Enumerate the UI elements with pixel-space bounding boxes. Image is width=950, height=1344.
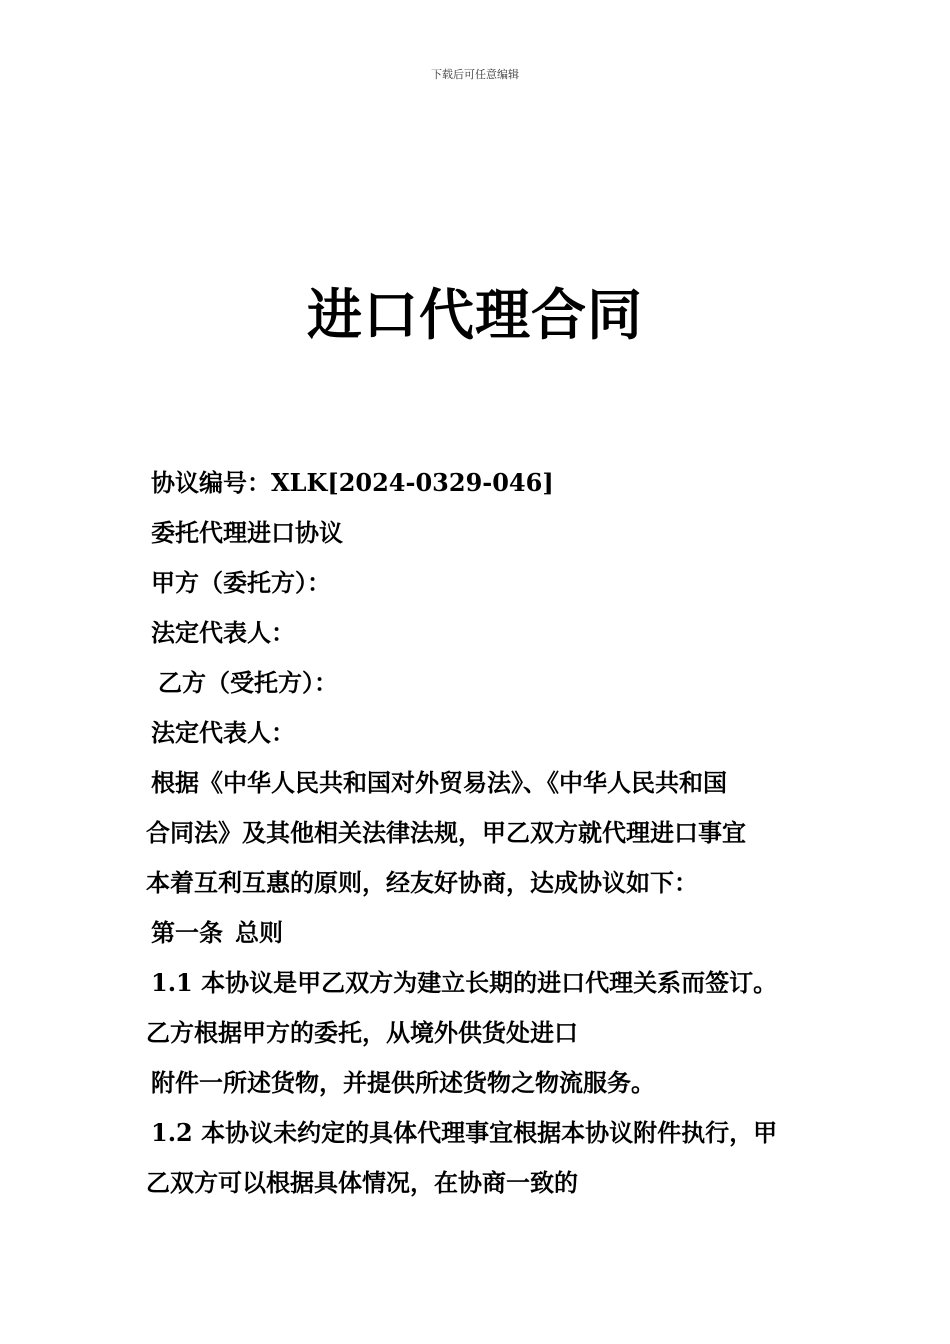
clause-line: 1.1 本协议是甲乙双方为建立长期的进口代理关系而签订。 [151,968,778,997]
clause-1-1 [146,958,810,1108]
party-b-representative: 法定代表人： [151,718,295,747]
preamble-line: 合同法》及其他相关法律法规，甲乙双方就代理进口事宜 [146,818,746,847]
clause-line: 乙双方可以根据具体情况，在协商一致的 [146,1168,578,1197]
agreement-subtitle: 委托代理进口协议 [151,518,343,547]
document-title: 进口代理合同 [306,282,643,347]
party-a-representative: 法定代表人： [151,618,295,647]
clause-line: 乙方根据甲方的委托，从境外供货处进口 [146,1018,578,1047]
agreement-number: 协议编号：XLK[2024-0329-046] [151,468,554,497]
preamble-paragraph [146,758,810,908]
article-1-heading [146,908,810,958]
header-note: 下载后可任意编辑 [431,68,519,81]
clause-line: 1.2 本协议未约定的具体代理事宜根据本协议附件执行，甲 [151,1118,778,1147]
party-b-label: 乙方（受托方）： [158,668,338,697]
clause-1-2 [146,1108,810,1208]
preamble-line: 本着互利互惠的原则，经友好协商，达成协议如下： [146,868,698,897]
article-1-title: 总则 [235,918,283,947]
article-1-label: 第一条 [151,918,223,947]
document-body [146,458,810,1208]
party-a-label: 甲方（委托方）： [151,568,331,597]
preamble-line: 根据《中华人民共和国对外贸易法》、《中华人民共和国 [151,768,727,797]
clause-line: 附件一所述货物，并提供所述货物之物流服务。 [151,1068,655,1097]
